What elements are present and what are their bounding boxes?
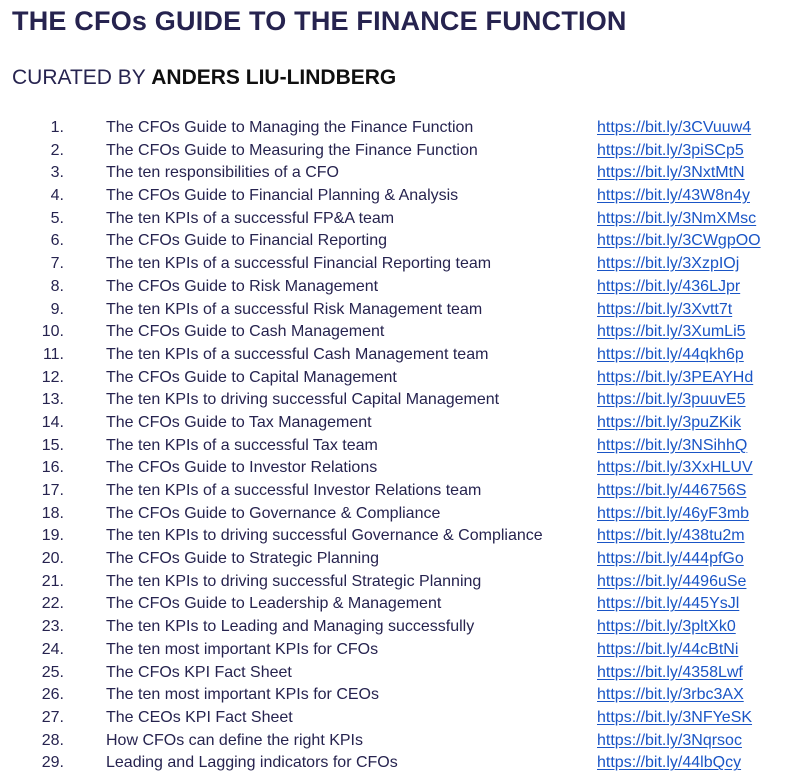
item-link[interactable]: https://bit.ly/436LJpr bbox=[597, 277, 741, 295]
item-title: How CFOs can define the right KPIs bbox=[106, 731, 363, 749]
item-title: The ten KPIs of a successful Investor Relations team bbox=[106, 482, 482, 499]
list-item bbox=[0, 344, 803, 367]
item-title: The CFOs Guide to Governance & Compliance bbox=[106, 504, 441, 522]
item-number: 12. bbox=[41, 368, 64, 386]
list-item bbox=[0, 752, 803, 775]
list-item bbox=[0, 707, 803, 730]
curated-prefix: CURATED BY bbox=[12, 66, 152, 89]
item-link[interactable]: https://bit.ly/3puZKik bbox=[597, 413, 742, 431]
item-link[interactable]: https://bit.ly/44cBtNi bbox=[597, 640, 739, 658]
list-item bbox=[0, 435, 803, 458]
list-item bbox=[0, 684, 803, 707]
guide-list bbox=[0, 117, 803, 775]
item-link[interactable]: https://bit.ly/3rbc3AX bbox=[597, 686, 744, 704]
item-number: 23. bbox=[41, 618, 64, 636]
item-link[interactable]: https://bit.ly/3pltXk0 bbox=[597, 618, 736, 636]
list-item bbox=[0, 185, 803, 208]
item-number: 3. bbox=[50, 164, 64, 182]
item-number: 16. bbox=[41, 459, 64, 477]
item-number: 7. bbox=[50, 255, 64, 273]
item-title: The CFOs Guide to Investor Relations bbox=[106, 459, 378, 477]
item-number: 9. bbox=[50, 300, 64, 318]
list-item bbox=[0, 117, 803, 140]
item-number: 2. bbox=[50, 141, 64, 159]
item-link[interactable]: https://bit.ly/3NSihhQ bbox=[597, 436, 748, 454]
item-title: The ten KPIs to Leading and Managing successfully bbox=[106, 618, 475, 636]
item-title: Leading and Lagging indicators for CFOs bbox=[106, 754, 398, 772]
item-title: The CEOs KPI Fact Sheet bbox=[106, 708, 293, 726]
item-number: 27. bbox=[41, 708, 64, 726]
list-item bbox=[0, 389, 803, 412]
item-number: 20. bbox=[41, 550, 64, 568]
item-number: 22. bbox=[41, 595, 64, 613]
item-title: The ten KPIs to driving successful Capital Management bbox=[106, 391, 500, 409]
item-number: 8. bbox=[50, 277, 64, 295]
item-link[interactable]: https://bit.ly/3PEAYHd bbox=[597, 368, 754, 386]
list-item bbox=[0, 730, 803, 753]
item-title: The ten KPIs of a successful Cash Management team bbox=[106, 345, 489, 363]
item-link[interactable]: https://bit.ly/44qkh6p bbox=[597, 345, 744, 363]
item-number: 5. bbox=[50, 209, 64, 227]
item-title: The ten KPIs of a successful Tax team bbox=[106, 436, 378, 454]
item-link[interactable]: https://bit.ly/3CWgpOO bbox=[597, 232, 761, 250]
list-item bbox=[0, 548, 803, 571]
list-item bbox=[0, 253, 803, 276]
curated-by-line bbox=[12, 66, 396, 90]
item-link[interactable]: https://bit.ly/3XxHLUV bbox=[597, 459, 753, 477]
list-item bbox=[0, 525, 803, 548]
list-item bbox=[0, 367, 803, 390]
item-number: 18. bbox=[41, 504, 64, 522]
item-link[interactable]: https://bit.ly/446756S bbox=[597, 482, 747, 499]
list-item bbox=[0, 299, 803, 322]
list-item bbox=[0, 639, 803, 662]
item-link[interactable]: https://bit.ly/44lbQcy bbox=[597, 754, 742, 772]
item-link[interactable]: https://bit.ly/3NmXMsc bbox=[597, 209, 757, 227]
item-number: 11. bbox=[42, 345, 64, 363]
item-link[interactable]: https://bit.ly/3NxtMtN bbox=[597, 164, 745, 182]
item-number: 6. bbox=[50, 232, 64, 250]
item-number: 25. bbox=[41, 663, 64, 681]
item-number: 17. bbox=[41, 482, 64, 499]
item-title: The ten responsibilities of a CFO bbox=[106, 164, 339, 182]
list-item bbox=[0, 162, 803, 185]
item-title: The ten KPIs to driving successful Strategic Planning bbox=[106, 572, 482, 590]
item-title: The CFOs Guide to Risk Management bbox=[106, 277, 379, 295]
item-title: The CFOs Guide to Strategic Planning bbox=[106, 550, 380, 568]
item-link[interactable]: https://bit.ly/3CVuuw4 bbox=[597, 119, 752, 136]
list-item bbox=[0, 412, 803, 435]
list-item bbox=[0, 593, 803, 616]
item-link[interactable]: https://bit.ly/4358Lwf bbox=[597, 663, 743, 681]
item-link[interactable]: https://bit.ly/444pfGo bbox=[597, 550, 744, 568]
item-link[interactable]: https://bit.ly/3puuvE5 bbox=[597, 391, 746, 409]
item-link[interactable]: https://bit.ly/3NFYeSK bbox=[597, 708, 753, 726]
item-link[interactable]: https://bit.ly/3Nqrsoc bbox=[597, 731, 742, 749]
page-title: THE CFOs GUIDE TO THE FINANCE FUNCTION bbox=[12, 6, 627, 36]
item-number: 21. bbox=[41, 572, 64, 590]
item-link[interactable]: https://bit.ly/3piSCp5 bbox=[597, 141, 744, 159]
item-title: The CFOs Guide to Tax Management bbox=[106, 413, 372, 431]
item-title: The ten KPIs of a successful Financial Reporting team bbox=[106, 255, 492, 273]
item-number: 26. bbox=[41, 686, 64, 704]
item-number: 29. bbox=[41, 754, 64, 772]
list-item bbox=[0, 321, 803, 344]
item-title: The CFOs Guide to Managing the Finance Function bbox=[106, 119, 474, 136]
item-number: 28. bbox=[41, 731, 64, 749]
list-item bbox=[0, 230, 803, 253]
list-item bbox=[0, 662, 803, 685]
item-title: The ten most important KPIs for CFOs bbox=[106, 640, 379, 658]
item-title: The ten KPIs of a successful Risk Management team bbox=[106, 300, 483, 318]
item-link[interactable]: https://bit.ly/3Xvtt7t bbox=[597, 300, 733, 318]
item-number: 4. bbox=[50, 187, 64, 205]
list-item bbox=[0, 571, 803, 594]
item-title: The ten most important KPIs for CEOs bbox=[106, 686, 379, 704]
list-item bbox=[0, 276, 803, 299]
item-link[interactable]: https://bit.ly/43W8n4y bbox=[597, 187, 750, 205]
list-item bbox=[0, 208, 803, 231]
item-title: The CFOs Guide to Financial Planning & Analysis bbox=[106, 187, 459, 205]
item-link[interactable]: https://bit.ly/3XzpIOj bbox=[597, 255, 740, 273]
list-item bbox=[0, 480, 803, 503]
list-item bbox=[0, 503, 803, 526]
list-item bbox=[0, 457, 803, 480]
item-title: The CFOs Guide to Financial Reporting bbox=[106, 232, 388, 250]
item-link[interactable]: https://bit.ly/3XumLi5 bbox=[597, 323, 746, 341]
item-link[interactable]: https://bit.ly/4496uSe bbox=[597, 572, 747, 590]
item-title: The ten KPIs to driving successful Governance & Compliance bbox=[106, 527, 543, 545]
item-title: The CFOs Guide to Measuring the Finance Function bbox=[106, 141, 478, 159]
item-number: 19. bbox=[41, 527, 64, 545]
item-number: 13. bbox=[41, 391, 64, 409]
item-number: 15. bbox=[41, 436, 64, 454]
item-number: 1. bbox=[50, 119, 64, 136]
item-title: The ten KPIs of a successful FP&A team bbox=[106, 209, 395, 227]
item-title: The CFOs Guide to Cash Management bbox=[106, 323, 385, 341]
item-title: The CFOs Guide to Leadership & Management bbox=[106, 595, 442, 613]
item-number: 10. bbox=[41, 323, 64, 341]
list-item bbox=[0, 140, 803, 163]
item-number: 24. bbox=[41, 640, 64, 658]
item-number: 14. bbox=[41, 413, 64, 431]
item-link[interactable]: https://bit.ly/445YsJl bbox=[597, 595, 740, 613]
item-link[interactable]: https://bit.ly/438tu2m bbox=[597, 527, 745, 545]
item-link[interactable]: https://bit.ly/46yF3mb bbox=[597, 504, 750, 522]
list-item bbox=[0, 616, 803, 639]
item-title: The CFOs Guide to Capital Management bbox=[106, 368, 397, 386]
author-name: ANDERS LIU-LINDBERG bbox=[151, 66, 397, 89]
item-title: The CFOs KPI Fact Sheet bbox=[106, 663, 292, 681]
